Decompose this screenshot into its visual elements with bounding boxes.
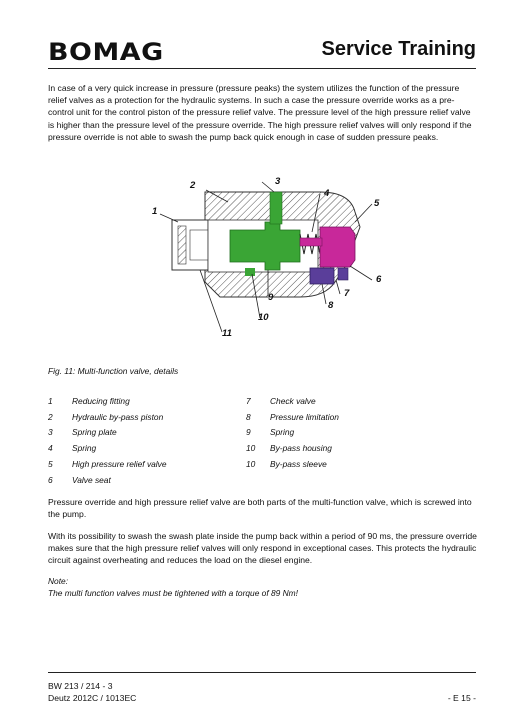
header-rule [48,68,476,69]
note-label: Note: [48,576,69,586]
page-number: - E 15 - [447,693,476,703]
figure-caption: Fig. 11: Multi-function valve, details [48,366,179,376]
callout-3: 3 [275,176,281,187]
legend-item: 2 Hydraulic by-pass piston [48,411,164,422]
legend-item: 9 Spring [246,427,295,438]
legend-item: 3 Spring plate [48,427,117,438]
callout-11: 11 [222,328,232,339]
legend-item: 8 Pressure limitation [246,411,339,422]
legend-item: 4 Spring [48,443,97,454]
callout-6: 6 [376,274,382,285]
callout-8: 8 [328,300,334,311]
callout-4: 4 [324,188,330,199]
note [48,575,298,599]
relief-valve-magenta [320,227,355,267]
callout-2: 2 [190,180,196,191]
paragraph-3: With its possibility to swash the swash plate inside the pump back within a period of 90 ms, the pressure override makes sure that the high pressure relief valves will only respond in exceptional cases. This protects the hydraulic circuit against overheating and reduces the load on the diesel engine. [48,531,477,566]
note-text: The multi function valves must be tightened with a torque of 89 Nm! [48,588,298,598]
legend-item: 10 By-pass housing [246,443,332,454]
legend-item: 5 High pressure relief valve [48,458,167,469]
intro-paragraph: In case of a very quick increase in pressure (pressure peaks) the system utilizes the function of the pressure relief valves as a protection for the hydraulic systems. In such a case the pressure override works as a pre-control unit for the control piston of the pressure relief valve. The pressure level of the high pressure relief valve is higher than the pressure level of the pressure override. The high pressure relief valves will only respond if the pressure override is not able to swash the pump back quick enough in case of sudden pressure peaks. [48,83,472,142]
callout-10: 10 [258,312,269,323]
legend-item: 7 Check valve [246,396,316,406]
bomag-logo: BOMAG [48,38,164,66]
legend-item: 6 Valve seat [48,474,111,485]
legend-left [48,394,248,488]
callout-9: 9 [268,292,274,303]
callout-5: 5 [374,198,380,209]
legend-item: 1 Reducing fitting [48,396,130,406]
legend-item: 10 By-pass sleeve [246,458,327,469]
multi-function-valve-figure [150,172,400,352]
pressure-limitation-purple [310,268,334,284]
paragraph-2: Pressure override and high pressure relief valve are both parts of the multi-function valve, which is screwed into the pump. [48,497,472,520]
footer-model: BW 213 / 214 - 3 [48,681,113,691]
legend-right [246,394,446,473]
callout-1: 1 [152,206,158,217]
page-header-title: Service Training [321,38,476,60]
callout-7: 7 [344,288,350,299]
footer-engine: Deutz 2012C / 1013EC [48,693,137,703]
spring-plate-green [270,192,282,224]
footer-rule [48,672,476,673]
footer-left [48,680,136,704]
